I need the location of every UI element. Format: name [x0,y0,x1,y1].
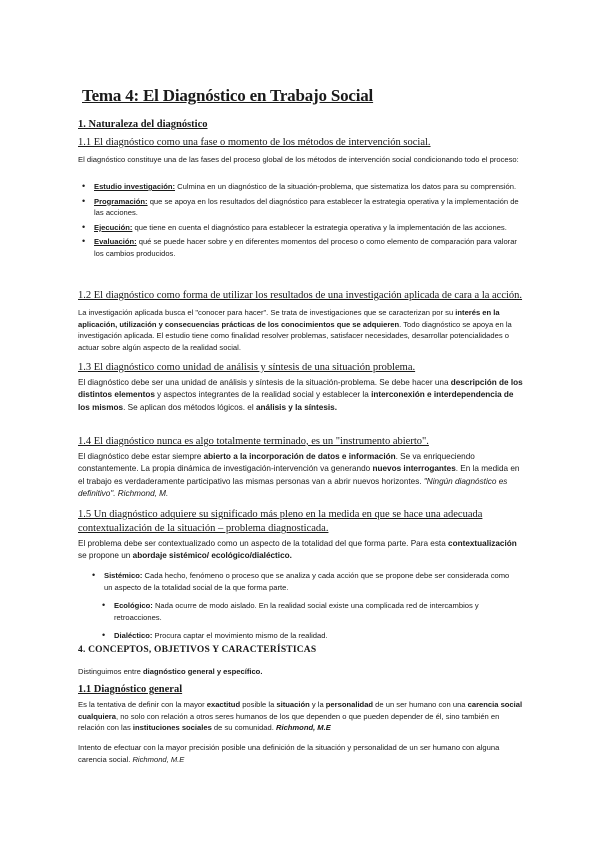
subsection-1-2-paragraph: La investigación aplicada busca el "conocer para hacer". Se trata de investigaciones que se caracterizan por su interés en la aplicación, utilización y consecuencias prácticas de los conocimientos que se adquieren. Todo diagnóstico se apoya en la investigación aplicada. El estudio tiene como finalidad resolver problemas, satisfacer necesidades, desarrollar potencialidades o actuar sobre algún aspecto de la realidad social. [78,308,512,352]
general-diagnosis-paragraph-2: Intento de efectuar con la mayor precisión posible una definición de la situación y personalidad de un ser humano con alguna carencia social. Richmond, M.E [78,743,500,764]
subsection-general-heading: 1.1 Diagnóstico general [78,684,183,695]
document-title: Tema 4: El Diagnóstico en Trabajo Social [82,86,374,105]
subsection-1-4-heading: 1.4 El diagnóstico nunca es algo totalmente terminado, es un "instrumento abierto". [78,436,429,447]
list-item: • Ejecución: que tiene en cuenta el diagnóstico para establecer la estrategia operativa y la implementación de las acciones. [78,222,524,234]
list-item: • Dialéctico: Procura captar el movimiento mismo de la realidad. [88,630,518,642]
section-4-intro: Distinguimos entre diagnóstico general y específico. [78,667,263,676]
subsection-1-2-heading: 1.2 El diagnóstico como forma de utilizar los resultados de una investigación aplicada de cara a la acción. [78,290,523,301]
subsection-1-5-paragraph: El problema debe ser contextualizado como un aspecto de la totalidad del que forma parte. Para esta contextualización se propone un abordaje sistémico/ ecológico/dialéctico. [78,539,517,561]
subsection-1-1-intro: El diagnóstico constituye una de las fases del proceso global de los métodos de intervención social condicionando todo el proceso: [78,155,519,164]
list-item: • Sistémico: Cada hecho, fenómeno o proceso que se analiza y cada acción que se propone debe ser considerada como un aspecto de la totalidad social de la que forma parte. [88,570,518,593]
subsection-1-3-heading: 1.3 El diagnóstico como unidad de análisis y síntesis de una situación problema. [78,362,416,373]
approach-list [88,570,518,642]
general-diagnosis-paragraph-1: Es la tentativa de definir con la mayor exactitud posible la situación y la personalidad de un ser humano con una carencia social cualquiera, no solo con relación a otros seres humanos de los que dependen o que pueden depender de él, sino también en relación con las instituciones sociales de su comunidad. Richmond, M.E [78,700,523,733]
list-item: • Estudio investigación: Culmina en un diagnóstico de la situación-problema, que sistematiza los datos para su comprensión. [78,181,524,193]
subsection-1-3-paragraph: El diagnóstico debe ser una unidad de análisis y síntesis de la situación-problema. Se debe hacer una descripción de los distintos elementos y aspectos integrantes de la realidad social y establecer la interconexión e interdependencia de los mismos. Se aplican dos métodos lógicos. el análisis y la síntesis. [78,378,523,412]
section-4-heading: 4. CONCEPTOS, OBJETIVOS Y CARACTERÍSTICAS [78,645,317,655]
phases-list [78,181,524,260]
section-1-heading: 1. Naturaleza del diagnóstico [78,119,208,130]
list-item: • Evaluación: qué se puede hacer sobre y en diferentes momentos del proceso o como elemento de comparación para valorar los cambios producidos. [78,236,524,259]
list-item: • Programación: que se apoya en los resultados del diagnóstico para establecer la estrategia operativa y la implementación de las acciones. [78,196,524,219]
subsection-1-4-paragraph: El diagnóstico debe estar siempre abierto a la incorporación de datos e información. Se va enriqueciendo constantemente. La propia dinámica de investigación-intervención va generando nuevos interrogantes. En la medida en el trabajo es verdaderamente participativo las mismas personas van a abrir nuevos horizontes. "Ningún diagnóstico es definitivo". Richmond, M. [78,452,520,499]
subsection-1-1-heading: 1.1 El diagnóstico como una fase o momento de los métodos de intervención social. [78,137,431,148]
subsection-1-5-heading: 1.5 Un diagnóstico adquiere su significado más pleno en la medida en que se hace una adecuada contextualización de la situación – problema diagnosticada. [78,509,483,534]
list-item: • Ecológico: Nada ocurre de modo aislado. En la realidad social existe una complicada red de intercambios y retroacciones. [88,600,518,623]
